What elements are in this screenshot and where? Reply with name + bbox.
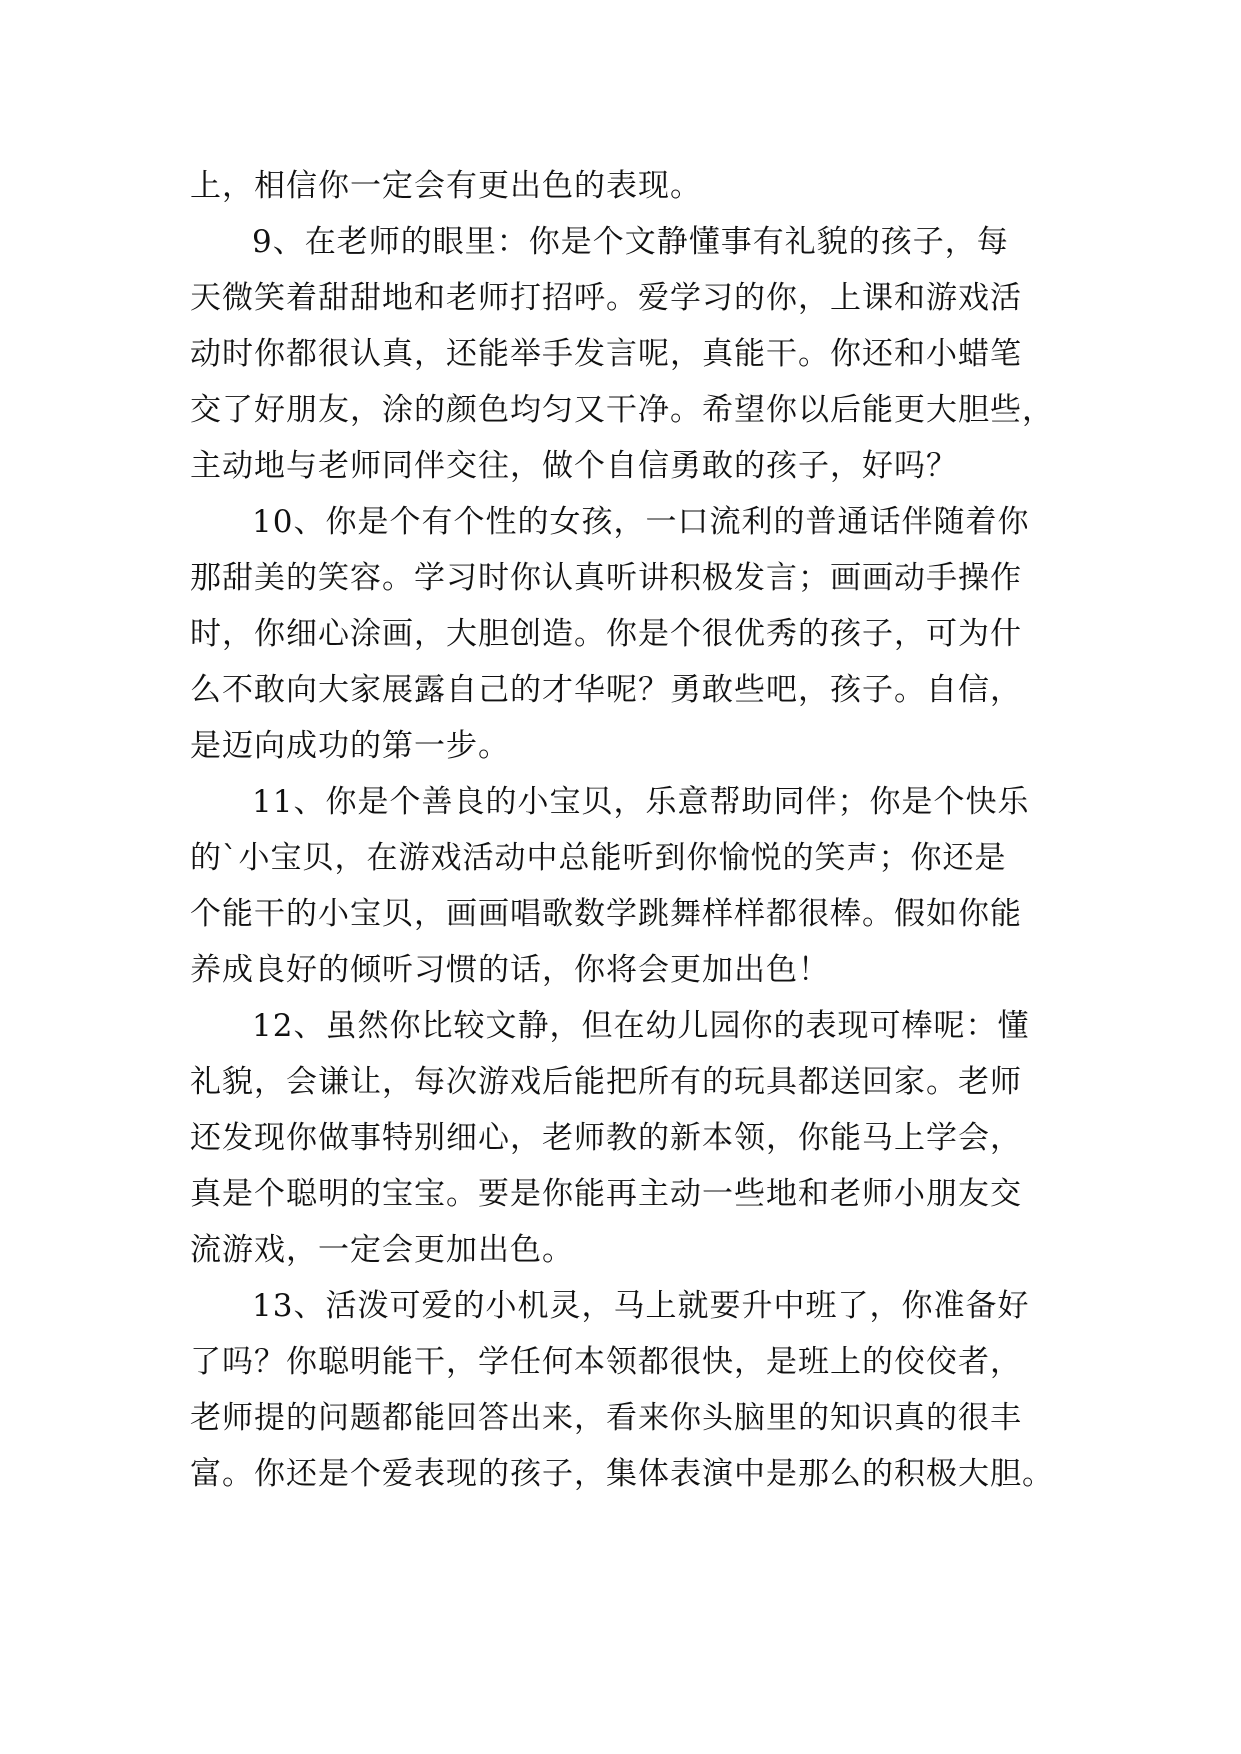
text-line: 主动地与老师同伴交往，做个自信勇敢的孩子，好吗？ — [190, 448, 958, 484]
document-body — [190, 158, 1070, 1502]
text-line: 礼貌，会谦让，每次游戏后能把所有的玩具都送回家。老师 — [190, 1064, 1022, 1100]
text-line: 动时你都很认真，还能举手发言呢，真能干。你还和小蜡笔 — [190, 336, 1022, 372]
text-line: 上，相信你一定会有更出色的表现。 — [190, 168, 702, 204]
text-line: 真是个聪明的宝宝。要是你能再主动一些地和老师小朋友交 — [190, 1176, 1022, 1212]
paragraph-start-line: 13、活泼可爱的小机灵，马上就要升中班了，你准备好 — [252, 1288, 1030, 1324]
text-line: 养成良好的倾听习惯的话，你将会更加出色！ — [190, 952, 830, 988]
paragraph-start-line: 12、虽然你比较文静，但在幼儿园你的表现可棒呢：懂 — [252, 1008, 1030, 1044]
text-line: 么不敢向大家展露自己的才华呢？勇敢些吧，孩子。自信， — [190, 672, 1022, 708]
text-line: 个能干的小宝贝，画画唱歌数学跳舞样样都很棒。假如你能 — [190, 896, 1022, 932]
text-line: 流游戏，一定会更加出色。 — [190, 1232, 574, 1268]
text-line: 了吗？你聪明能干，学任何本领都很快，是班上的佼佼者， — [190, 1344, 1022, 1380]
paragraph-start-line: 11、你是个善良的小宝贝，乐意帮助同伴；你是个快乐 — [252, 784, 1030, 820]
paragraph-start-line: 9、在老师的眼里：你是个文静懂事有礼貌的孩子，每 — [252, 224, 1009, 260]
text-line: 的`小宝贝，在游戏活动中总能听到你愉悦的笑声；你还是 — [190, 840, 1007, 876]
text-line: 那甜美的笑容。学习时你认真听讲积极发言；画画动手操作 — [190, 560, 1022, 596]
paragraph-start-line: 10、你是个有个性的女孩，一口流利的普通话伴随着你 — [252, 504, 1030, 540]
text-line: 是迈向成功的第一步。 — [190, 728, 510, 764]
text-line: 还发现你做事特别细心，老师教的新本领，你能马上学会， — [190, 1120, 1022, 1156]
text-line: 交了好朋友，涂的颜色均匀又干净。希望你以后能更大胆些， — [190, 392, 1054, 428]
text-line: 富。你还是个爱表现的孩子，集体表演中是那么的积极大胆。 — [190, 1456, 1054, 1492]
text-line: 老师提的问题都能回答出来，看来你头脑里的知识真的很丰 — [190, 1400, 1022, 1436]
text-line: 时，你细心涂画，大胆创造。你是个很优秀的孩子，可为什 — [190, 616, 1022, 652]
text-line: 天微笑着甜甜地和老师打招呼。爱学习的你，上课和游戏活 — [190, 280, 1022, 316]
